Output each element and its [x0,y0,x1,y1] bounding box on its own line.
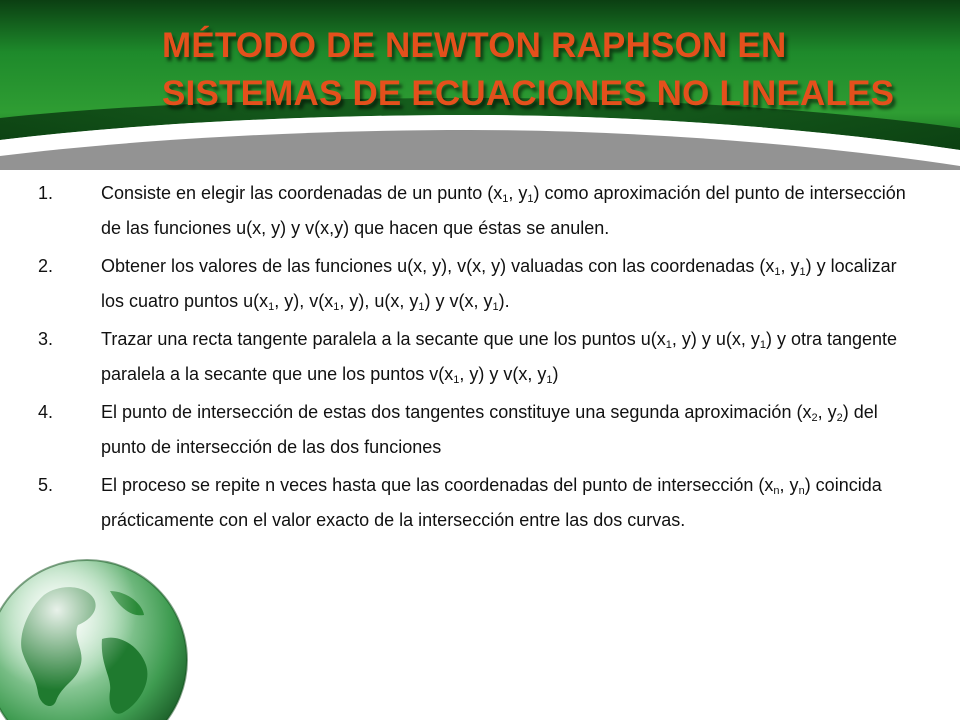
text-segment: ). [498,291,510,311]
text-segment: , y [508,183,528,203]
list-item [38,322,908,392]
subscript: 1 [502,193,509,205]
list-item-number: 2. [38,256,54,276]
subscript: 1 [333,301,340,313]
text-segment: , y [780,256,800,276]
subscript: n [773,485,780,497]
globe-icon [0,555,192,720]
text-segment: ) y localizar los cuatro puntos u(x [101,256,897,311]
text-segment: , y [779,475,799,495]
text-segment: ) del punto de intersección de las dos funciones [101,402,878,457]
text-segment: , y) y v(x, y [459,364,547,384]
text-segment: El proceso se repite n veces hasta que las coordenadas del punto de intersección (x [101,475,774,495]
list-item-text [101,402,878,457]
subscript: 1 [759,339,766,351]
list-item-number: 3. [38,329,54,349]
text-segment: ) coincida prácticamente con el valor exacto de la intersección entre las dos curvas. [101,475,882,530]
text-segment: , y), v(x [274,291,334,311]
subscript: n [798,485,805,497]
list-item-number: 1. [38,183,54,203]
list-item-number: 5. [38,475,54,495]
list-item-text [101,329,897,384]
text-segment: Trazar una recta tangente paralela a la secante que une los puntos u(x [101,329,666,349]
text-segment: , y [817,402,837,422]
list-item-text [101,475,882,530]
text-segment: , y), u(x, y [339,291,419,311]
page-title [162,22,922,118]
subscript: 2 [836,412,843,424]
subscript: 1 [527,193,534,205]
text-segment: Obtener los valores de las funciones u(x, y), v(x, y) valuadas con las coordenadas (x [101,256,775,276]
list-item [38,249,908,319]
text-segment: ) como aproximación del punto de intersección de las funciones u(x, y) y v(x,y) que hacen que éstas se anulen. [101,183,906,238]
text-segment: Consiste en elegir las coordenadas de un punto (x [101,183,503,203]
text-segment: ) y otra tangente paralela a la secante que une los puntos v(x [101,329,898,384]
title-line: SISTEMAS DE ECUACIONES NO LINEALES [162,74,895,113]
list-item [38,468,908,538]
list-item [38,395,908,465]
list-item-number: 4. [38,402,54,422]
text-segment: ) [552,364,559,384]
subscript: 1 [546,374,553,386]
list-item [38,176,908,246]
subscript: 1 [268,301,275,313]
subscript: 1 [774,266,781,278]
text-segment: , y) y u(x, y [671,329,760,349]
subscript: 1 [492,301,499,313]
subscript: 1 [799,266,806,278]
subscript: 1 [453,374,460,386]
list-item-text [101,183,906,238]
subscript: 1 [418,301,425,313]
list-item-text [101,256,897,311]
subscript: 1 [665,339,672,351]
numbered-list [38,176,908,541]
text-segment: El punto de intersección de estas dos tangentes constituye una segunda aproximación (x [101,402,812,422]
title-line: MÉTODO DE NEWTON RAPHSON EN [162,26,787,65]
text-segment: ) y v(x, y [424,291,493,311]
subscript: 2 [811,412,818,424]
